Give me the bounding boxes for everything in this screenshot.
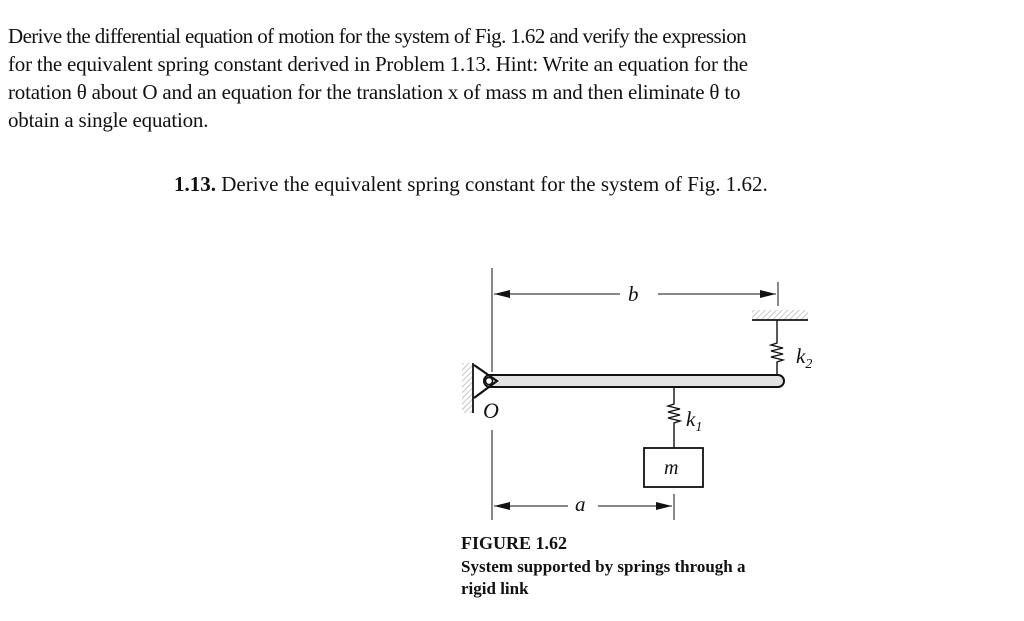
dimension-b-label: b: [628, 282, 639, 306]
figure-caption: [461, 530, 861, 600]
mass-label: m: [664, 457, 679, 479]
pivot-label: O: [483, 398, 499, 423]
problem-line: obtain a single equation.: [8, 108, 209, 132]
rigid-link: [484, 375, 784, 387]
spring-k1-label: $k_1$: [686, 407, 703, 435]
dimension-b-arrow-left: [494, 290, 510, 298]
problem-line: Derive the differential equation of motion for the system of Fig. 1.62 and verify the expression: [8, 24, 747, 48]
spring-k1: [668, 387, 680, 448]
dimension-a-arrow-right: [656, 502, 672, 510]
spring-k2-label: $k_2$: [796, 344, 813, 372]
wall-support: [462, 363, 473, 413]
problem-line: for the equivalent spring constant derived in Problem 1.13. Hint: Write an equation for the: [8, 52, 748, 76]
prior-problem-number: 1.13.: [174, 172, 216, 196]
pivot-pin: [486, 378, 493, 385]
dimension-b-arrow-right: [760, 290, 776, 298]
figure-caption-line: System supported by springs through a: [461, 557, 746, 576]
ceiling-support: [752, 310, 808, 319]
problem-line: rotation θ about O and an equation for the translation x of mass m and then eliminate θ to: [8, 80, 741, 104]
dimension-a-label: a: [575, 492, 586, 516]
figure-caption-line: rigid link: [461, 579, 529, 598]
figure-caption-title: FIGURE 1.62: [461, 533, 568, 553]
dimension-a-arrow-left: [494, 502, 510, 510]
spring-k2: [771, 320, 783, 382]
prior-problem-text: Derive the equivalent spring constant for the system of Fig. 1.62.: [221, 172, 768, 196]
